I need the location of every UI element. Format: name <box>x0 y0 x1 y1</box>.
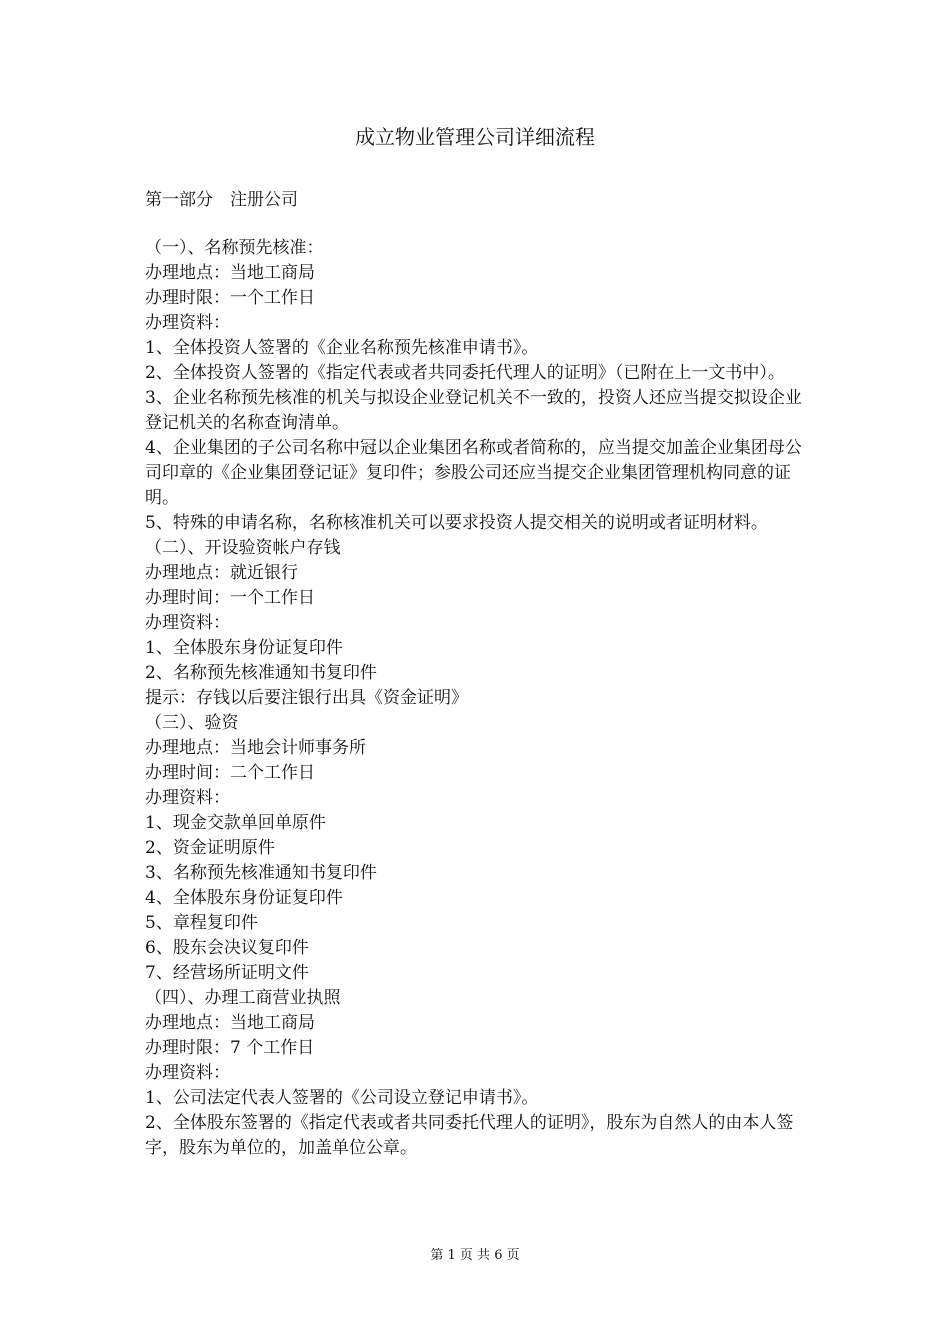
body-line: 2、全体股东签署的《指定代表或者共同委托代理人的证明》，股东为自然人的由本人签字，股东为单位的，加盖单位公章。 <box>145 1113 794 1158</box>
body-line: 6、股东会决议复印件 <box>145 938 309 958</box>
body-line: 办理时限：一个工作日 <box>145 288 315 308</box>
body-line: 1、现金交款单回单原件 <box>145 813 326 833</box>
body-line: 办理地点：当地工商局 <box>145 263 315 283</box>
body-line: （三）、验资 <box>145 713 239 733</box>
body-line: 4、全体股东身份证复印件 <box>145 888 343 908</box>
body-line: （二）、开设验资帐户存钱 <box>145 538 341 558</box>
body-line: 办理资料： <box>145 788 230 808</box>
body-line: 办理资料： <box>145 313 230 333</box>
body-line: 办理地点：当地会计师事务所 <box>145 738 366 758</box>
body-line: 7、经营场所证明文件 <box>145 963 309 983</box>
body-line: 办理地点：就近银行 <box>145 563 298 583</box>
body-line: 1、全体股东身份证复印件 <box>145 638 343 658</box>
body-line: （四）、办理工商营业执照 <box>145 988 341 1008</box>
body-line: 办理资料： <box>145 613 230 633</box>
body-line: 办理时间：二个工作日 <box>145 763 315 783</box>
document-title: 成立物业管理公司详细流程 <box>355 125 595 149</box>
body-line: 2、名称预先核准通知书复印件 <box>145 663 377 683</box>
body-line: 2、全体投资人签署的《指定代表或者共同委托代理人的证明》（已附在上一文书中）。 <box>145 363 785 383</box>
body-line: 5、特殊的申请名称，名称核准机关可以要求投资人提交相关的说明或者证明材料。 <box>145 513 768 533</box>
document-body <box>145 236 810 1161</box>
body-line: 3、企业名称预先核准的机关与拟设企业登记机关不一致的，投资人还应当提交拟设企业登记机关的名称查询清单。 <box>145 388 802 433</box>
body-line: 3、名称预先核准通知书复印件 <box>145 863 377 883</box>
body-line: 办理时限：7 个工作日 <box>145 1038 315 1058</box>
body-line: 5、章程复印件 <box>145 913 258 933</box>
body-line: 1、公司法定代表人签署的《公司设立登记申请书》。 <box>145 1088 539 1108</box>
body-line: 4、企业集团的子公司名称中冠以企业集团名称或者简称的，应当提交加盖企业集团母公司印章的《企业集团登记证》复印件；参股公司还应当提交企业集团管理机构同意的证明。 <box>145 438 802 508</box>
body-line: 提示：存钱以后要注银行出具《资金证明》 <box>145 688 468 708</box>
part-heading: 第一部分 注册公司 <box>145 190 298 210</box>
body-line: 办理地点：当地工商局 <box>145 1013 315 1033</box>
body-line: （一）、名称预先核准： <box>145 238 324 258</box>
body-line: 办理时间：一个工作日 <box>145 588 315 608</box>
body-line: 2、资金证明原件 <box>145 838 275 858</box>
page-number-footer: 第 1 页 共 6 页 <box>430 1248 520 1263</box>
body-line: 办理资料： <box>145 1063 230 1083</box>
body-line: 1、全体投资人签署的《企业名称预先核准申请书》。 <box>145 338 539 358</box>
